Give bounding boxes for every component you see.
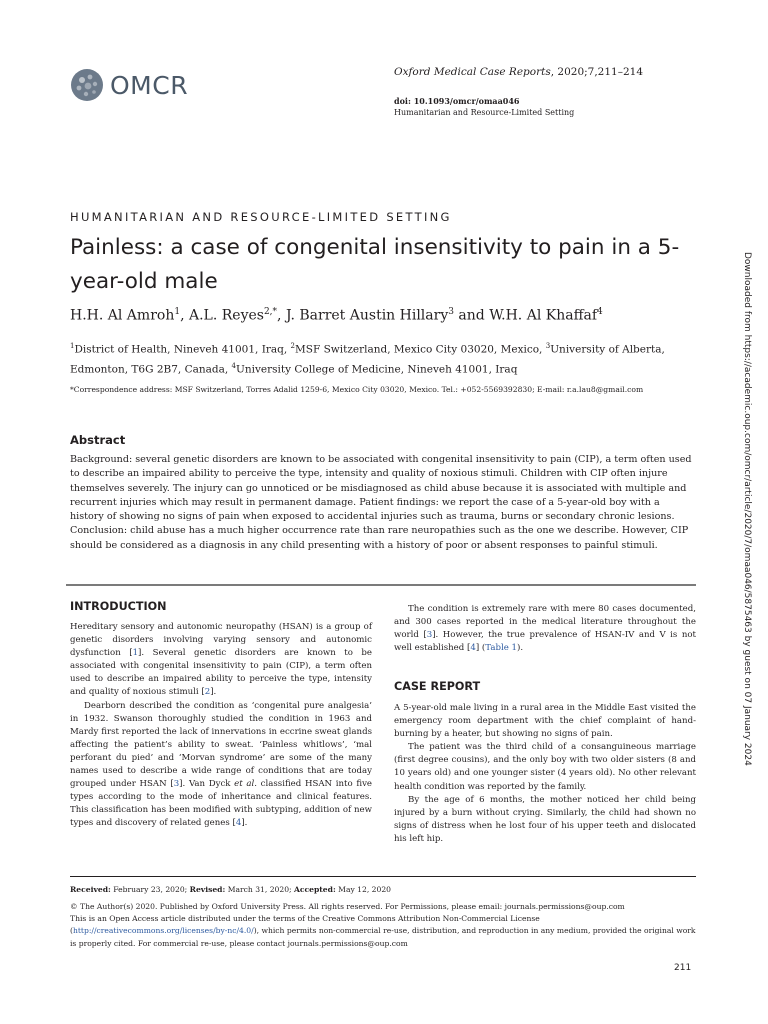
section-label: Humanitarian and Resource-Limited Setting bbox=[394, 108, 575, 117]
text-run: ]. bbox=[241, 818, 248, 829]
download-watermark: Downloaded from https://academic.oup.com/omcr/article/2020/7/omaa046/5875463 by guest on 07 January 2024 bbox=[742, 252, 752, 766]
author-affiliation-mark[interactable]: 2,* bbox=[263, 307, 278, 317]
case-report-body bbox=[394, 702, 696, 846]
author-list bbox=[70, 307, 603, 324]
text-run: ]. Several genetic disorders are known to be associated with congenital insensitivity to pain (CIP), a term often used to describe an impaired ability to perceive the type, intensity and quality of noxious stimuli [ bbox=[70, 648, 372, 698]
introduction-heading: INTRODUCTION bbox=[70, 600, 167, 613]
page-number: 211 bbox=[674, 963, 692, 973]
text-run: ]. However, the true prevalence of HSAN-IV and V is not well established [ bbox=[394, 630, 696, 654]
author-affiliation-mark[interactable]: 3 bbox=[448, 307, 454, 317]
affiliations bbox=[70, 338, 700, 378]
citation-link[interactable]: 4 bbox=[235, 818, 242, 829]
accepted-label: Accepted: bbox=[294, 885, 336, 894]
text-run: ]. bbox=[210, 687, 217, 698]
case-paragraph: The patient was the third child of a consanguineous marriage (first degree cousins), and the only boy with two older sisters (8 and 10 years old) and one younger sister (4 years old). No other relevant health condition was reported by the family. bbox=[394, 742, 696, 792]
introduction-paragraph bbox=[70, 700, 372, 831]
case-paragraph: A 5-year-old male living in a rural area in the Middle East visited the emergency room department with the chief complaint of hand-burning by a heater, but showing no signs of pain. bbox=[394, 703, 696, 740]
affiliation: MSF Switzerland, Mexico City 03020, Mexico, bbox=[295, 343, 546, 356]
omcr-globe-icon bbox=[70, 68, 104, 102]
author: W.H. Al Khaffaf bbox=[489, 307, 598, 324]
logo-text: OMCR bbox=[110, 70, 189, 100]
doi[interactable]: doi: 10.1093/omcr/omaa046 bbox=[394, 96, 520, 106]
affiliation-mark: 3 bbox=[545, 342, 551, 350]
license-text bbox=[70, 913, 696, 950]
text-run: Dearborn described the condition as ‘congenital pure analgesia’ in 1932. Swanson thoroughly studied the condition in 1963 and Mardy first reported the lack of innervations in eccrine sweat glands affecting the patient’s ability to sweat. ‘Painless whitlows’, ‘mal perforant du pied’ and ‘Morvan syndrome’ are some of the many names used to describe a wide range of conditions that are today grouped under HSAN [ bbox=[70, 700, 372, 790]
article-title: Painless: a case of congenital insensitivity to pain in a 5-year-old male bbox=[70, 235, 680, 294]
text-run: This is an Open Access article distributed under the terms of the Creative Commons Attribution Non-Commercial License ( bbox=[70, 914, 540, 936]
author: H.H. Al Amroh bbox=[70, 307, 175, 324]
journal-name: Oxford Medical Case Reports bbox=[394, 66, 551, 78]
license-notice bbox=[70, 901, 696, 950]
text-run: classified HSAN into five types according to the mode of inheritance and clinical features. This classification has been modified with subtyping, addition of new types and discovery of related genes [ bbox=[70, 779, 373, 829]
section-header: HUMANITARIAN AND RESOURCE-LIMITED SETTING bbox=[70, 210, 452, 224]
author: J. Barret Austin Hillary bbox=[285, 307, 449, 324]
footer-divider bbox=[70, 876, 696, 877]
case-paragraph: By the age of 6 months, the mother noticed her child being injured by a burn without crying. Similarly, the child had shown no signs of distress when he lost four of his upper teeth and dislocated his left hip. bbox=[394, 794, 696, 844]
text-run: Hereditary sensory and autonomic neuropathy (HSAN) is a group of genetic disorders involving varying sensory and autonomic dysfunction [ bbox=[70, 622, 372, 659]
introduction-body bbox=[70, 621, 372, 831]
prevalence-paragraph bbox=[394, 603, 696, 655]
affiliation-mark: 2 bbox=[290, 342, 295, 350]
license-link[interactable]: http://creativecommons.org/licenses/by-nc/4.0/ bbox=[72, 926, 254, 936]
prevalence-paragraph-block bbox=[394, 603, 696, 655]
author-affiliation-mark[interactable]: 4 bbox=[597, 307, 603, 317]
text-run: The condition is extremely rare with mere 80 cases documented, and 300 cases reported in the medical literature throughout the world [ bbox=[394, 604, 696, 641]
journal-logo bbox=[70, 68, 188, 102]
affiliation: University of Alberta, Edmonton, T6G 2B7, Canada, bbox=[70, 343, 665, 376]
author-separator: , bbox=[277, 307, 286, 324]
affiliation-mark: 1 bbox=[70, 342, 75, 350]
author: A.L. Reyes bbox=[188, 307, 264, 324]
author-separator: and bbox=[453, 307, 490, 324]
abstract-heading: Abstract bbox=[70, 433, 126, 447]
citation-link[interactable]: 1 bbox=[132, 648, 139, 659]
citation-link[interactable]: 4 bbox=[470, 643, 476, 654]
copyright-line: © The Author(s) 2020. Published by Oxford University Press. All rights reserved. For Permissions, please email: journals.permissions@oup.com bbox=[70, 902, 625, 911]
introduction-paragraph bbox=[70, 621, 372, 700]
text-run: ] ( bbox=[475, 643, 486, 654]
citation-link[interactable]: 3 bbox=[173, 779, 180, 790]
affiliation-mark: 4 bbox=[231, 362, 237, 370]
correspondence-address: *Correspondence address: MSF Switzerland, Torres Adalid 1259-6, Mexico City 03020, Mexico. Tel.: +052-5569392830; E-mail: r.a.lau8@gmail.com bbox=[70, 385, 644, 394]
section-divider bbox=[66, 584, 696, 586]
text-run-italic: et al. bbox=[234, 779, 257, 790]
citation-link[interactable]: 3 bbox=[426, 630, 433, 641]
citation-link[interactable]: 2 bbox=[204, 687, 211, 698]
journal-volume: , 2020;7,211–214 bbox=[550, 66, 644, 78]
case-report-heading: CASE REPORT bbox=[394, 680, 481, 693]
author-separator: , bbox=[180, 307, 189, 324]
affiliation: District of Health, Nineveh 41001, Iraq, bbox=[74, 343, 291, 356]
abstract-text: Background: several genetic disorders are known to be associated with congenital insensitivity to pain (CIP), a term often used to describe an impaired ability to perceive the type, intensity and quality of noxious stimuli. Children with CIP often injure themselves severely. The injury can go unnoticed or be misdiagnosed as child abuse because it is associated with multiple and recurrent injuries which may result in permanent damage. Patient findings: we report the case of a 5-year-old boy with a history of showing no signs of pain when exposed to accidental injuries such as trauma, burns or secondary chronic lesions. Conclusion: child abuse has a much higher occurrence rate than rare neuropathies such as the one we describe. However, CIP should be considered as a diagnosis in any child presenting with a history of poor or absent responses to painful stimuli. bbox=[70, 454, 692, 551]
text-run: ]. Van Dyck bbox=[179, 779, 235, 790]
table-link[interactable]: Table 1 bbox=[485, 643, 517, 654]
received-date: February 23, 2020; bbox=[110, 885, 190, 894]
text-run: ), which permits non-commercial re-use, distribution, and reproduction in any medium, provided the original work is properly cited. For commercial re-use, please contact journals.permissions@oup.com bbox=[70, 926, 696, 948]
accepted-date: May 12, 2020 bbox=[335, 885, 391, 894]
revised-date: March 31, 2020; bbox=[225, 885, 295, 894]
affiliation: University College of Medicine, Nineveh 41001, Iraq bbox=[236, 363, 518, 376]
journal-citation bbox=[394, 66, 643, 78]
revised-label: Revised: bbox=[189, 885, 226, 894]
author-affiliation-mark[interactable]: 1 bbox=[174, 307, 181, 317]
received-dates bbox=[70, 885, 391, 894]
received-label: Received: bbox=[70, 885, 111, 894]
text-run: ). bbox=[517, 643, 524, 654]
